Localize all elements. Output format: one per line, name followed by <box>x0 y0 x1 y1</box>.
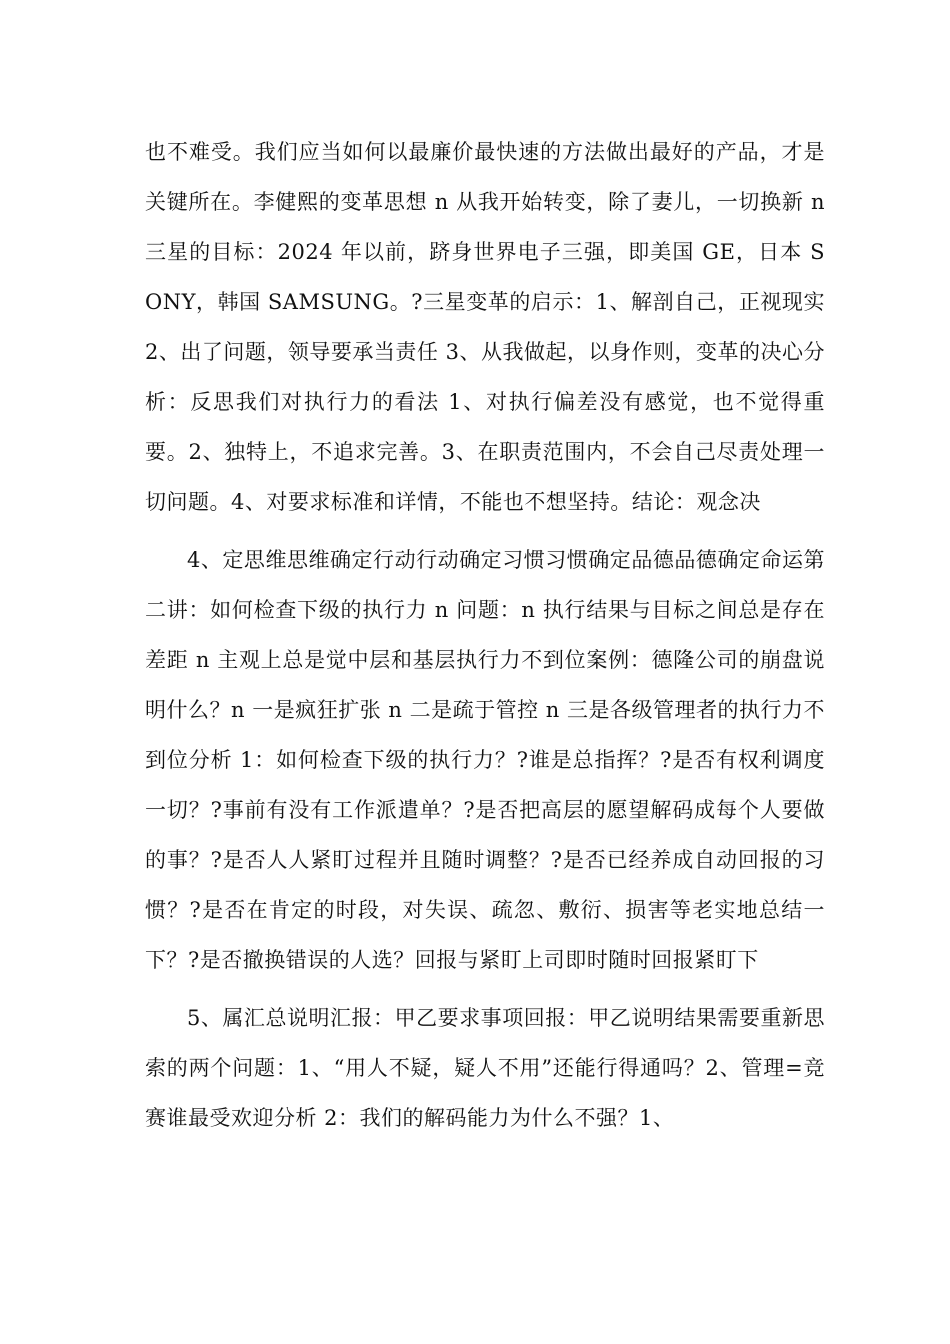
paragraph-1: 也不难受。我们应当如何以最廉价最快速的方法做出最好的产品，才是关键所在。李健熙的变革思想 n 从我开始转变，除了妻儿，一切换新 n 三星的目标：2024 年以前，跻身世界电子三强，即美国 GE，日本 SONY，韩国 SAMSUNG。?三星变革的启示：1、解剖自己，正视现实 2、出了问题，领导要承当责任 3、从我做起，以身作则，变革的决心分析：反思我们对执行力的看法 1、对执行偏差没有感觉，也不觉得重要。2、独特上，不追求完善。3、在职责范围内，不会自己尽责处理一切问题。4、对要求标准和详情，不能也不想坚持。结论：观念决 <box>145 140 825 514</box>
paragraph-2: 4、定思维思维确定行动行动确定习惯习惯确定品德品德确定命运第二讲：如何检查下级的执行力 n 问题：n 执行结果与目标之间总是存在差距 n 主观上总是觉中层和基层执行力不到位案例：德隆公司的崩盘说明什么？n 一是疯狂扩张 n 二是疏于管控 n 三是各级管理者的执行力不到位分析 1：如何检查下级的执行力？?谁是总指挥？?是否有权利调度一切？?事前有没有工作派遣单？?是否把高层的愿望解码成每个人要做的事？?是否人人紧盯过程并且随时调整？?是否已经养成自动回报的习惯？?是否在肯定的时段，对失误、疏忽、敷衍、损害等老实地总结一下？?是否撤换错误的人选？回报与紧盯上司即时随时回报紧盯下 <box>145 548 825 972</box>
paragraph-3: 5、属汇总说明汇报：甲乙要求事项回报：甲乙说明结果需要重新思索的两个问题：1、“用人不疑，疑人不用”还能行得通吗？2、管理=竞赛谁最受欢迎分析 2：我们的解码能力为什么不强？1、 <box>145 1006 825 1130</box>
document-body <box>145 127 825 1143</box>
